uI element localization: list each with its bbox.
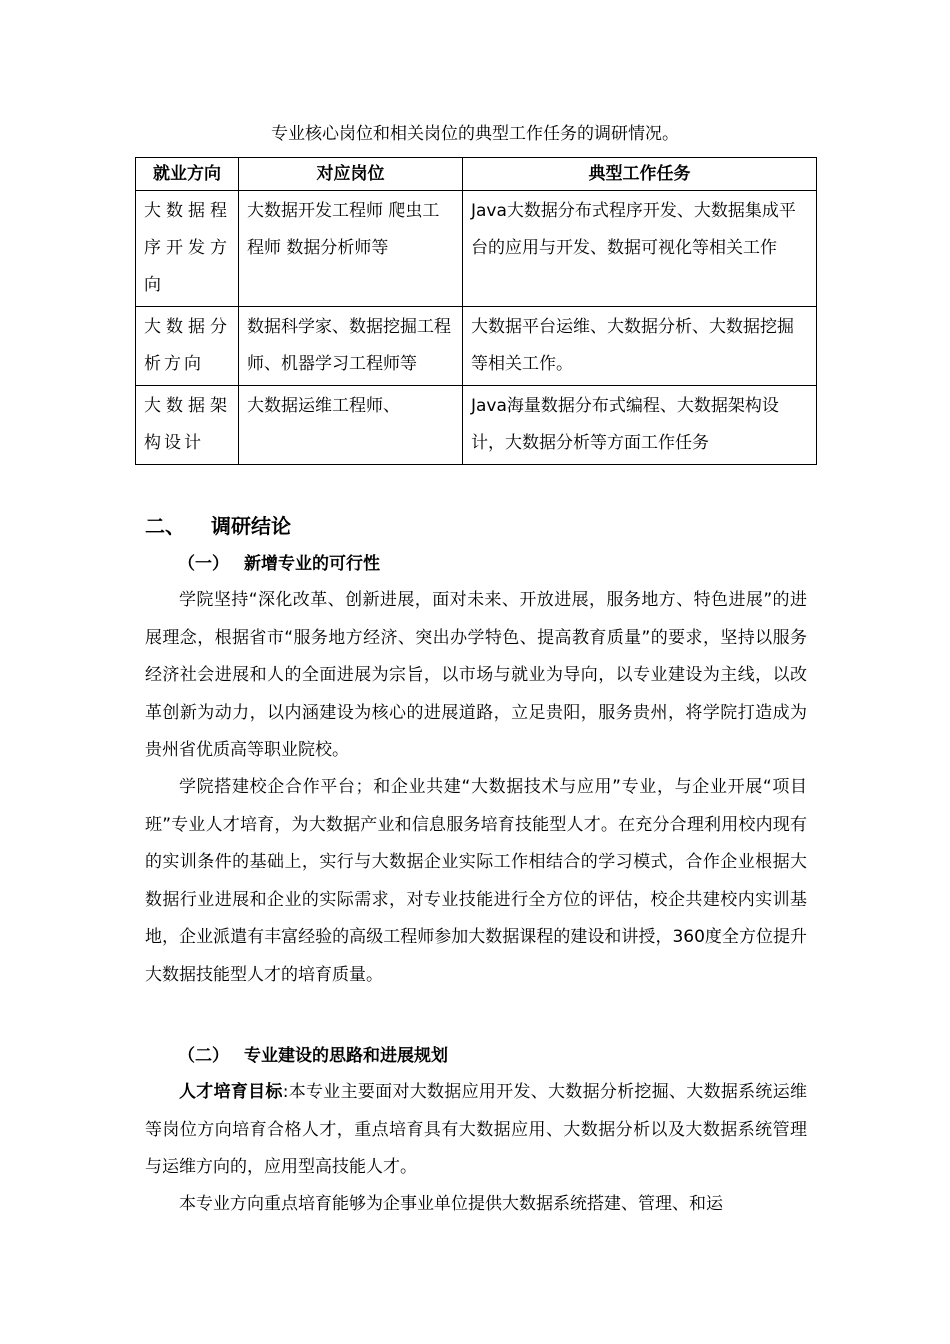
header-direction: 就业方向 [136,158,239,191]
training-goal-label: 人才培育目标 [179,1082,283,1102]
paragraph-college-philosophy: 学院坚持“深化改革、创新进展，面对未来、开放进展，服务地方、特色进展”的进展理念，根据省市“服务地方经济、突出办学特色、提高教育质量”的要求，坚持以服务经济社会进展和人的全面进展为宗旨，以市场与就业为导向，以专业建设为主线，以改革创新为动力，以内涵建设为核心的进展道路，立足贵阳，服务贵州，将学院打造成为贵州省优质高等职业院校。 [145,590,807,761]
subsection-number: （一） [178,554,229,574]
section-number: 二、 [145,514,185,538]
header-position: 对应岗位 [239,158,463,191]
paragraph-training-goal [145,1074,807,1187]
header-tasks: 典型工作任务 [463,158,817,191]
table-caption: 专业核心岗位和相关岗位的典型工作任务的调研情况。 [271,124,679,144]
cell-direction: 大数据架构设计 [136,386,239,465]
paragraph-school-enterprise: 学院搭建校企合作平台；和企业共建“大数据技术与应用”专业，与企业开展“项目班”专业人才培育，为大数据产业和信息服务培育技能型人才。在充分合理利用校内现有的实训条件的基础上，实行与大数据企业实际工作相结合的学习模式，合作企业根据大数据行业进展和企业的实际需求，对专业技能进行全方位的评估，校企共建校内实训基地，企业派遣有丰富经验的高级工程师参加大数据课程的建设和讲授，360度全方位提升大数据技能型人才的培育质量。 [145,777,807,985]
cell-tasks: 大数据平台运维、大数据分析、大数据挖掘等相关工作。 [463,307,817,386]
section-heading-conclusion [145,511,291,541]
training-goal-text: :本专业主要面对大数据应用开发、大数据分析挖掘、大数据系统运维等岗位方向培育合格人才，重点培育具有大数据应用、大数据分析以及大数据系统管理与运维方向的，应用型高技能人才。 [145,1082,807,1178]
section-title: 调研结论 [211,514,291,538]
cell-tasks: Java大数据分布式程序开发、大数据集成平台的应用与开发、数据可视化等相关工作 [463,191,817,307]
table-row [136,307,817,386]
table-row [136,191,817,307]
cell-position: 大数据开发工程师 爬虫工程师 数据分析师等 [239,191,463,307]
table-header-row [136,158,817,191]
subsection-heading-planning [178,1043,448,1069]
paragraph-focus: 本专业方向重点培育能够为企事业单位提供大数据系统搭建、管理、和运 [179,1194,723,1214]
cell-direction: 大数据分析方向 [136,307,239,386]
subsection-heading-feasibility [178,551,380,577]
job-survey-table [135,157,817,465]
cell-position: 数据科学家、数据挖掘工程师、机器学习工程师等 [239,307,463,386]
subsection-title: 新增专业的可行性 [244,554,380,574]
subsection-number: （二） [178,1046,229,1066]
cell-tasks: Java海量数据分布式编程、大数据架构设计，大数据分析等方面工作任务 [463,386,817,465]
cell-position: 大数据运维工程师、 [239,386,463,465]
subsection-title: 专业建设的思路和进展规划 [244,1046,448,1066]
cell-direction: 大数据程序开发方向 [136,191,239,307]
table-row [136,386,817,465]
